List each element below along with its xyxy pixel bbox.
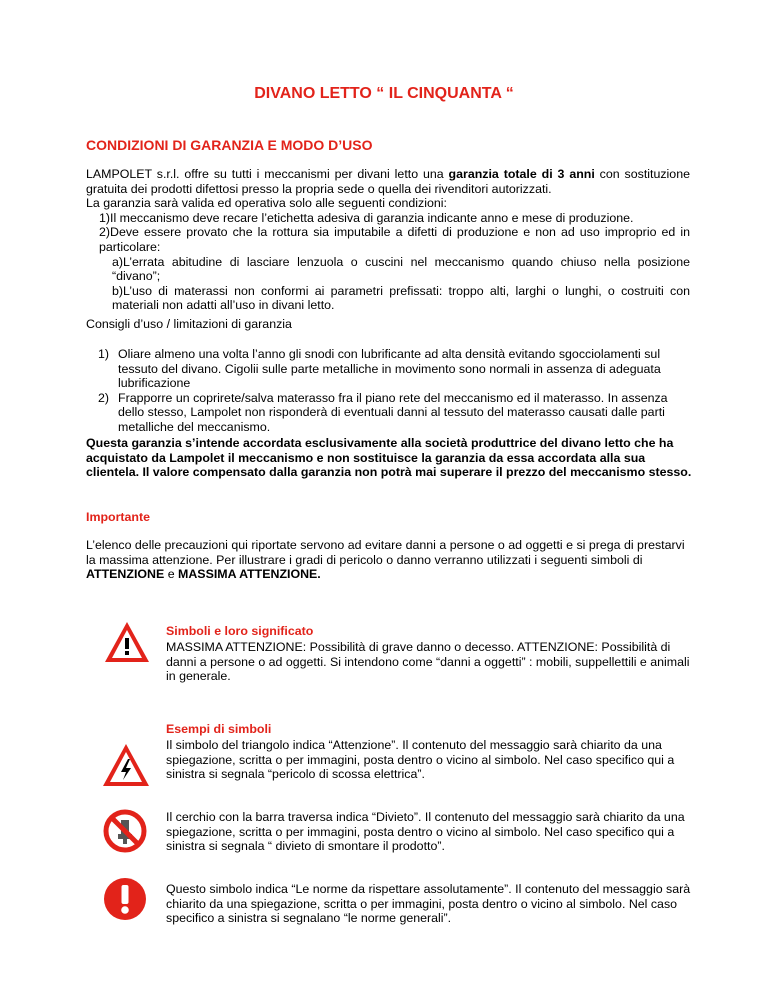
advice-heading: Consigli d’uso / limitazioni di garanzia [86,317,292,331]
mandatory-exclamation-icon [102,876,148,922]
section-heading: CONDIZIONI DI GARANZIA E MODO D’USO [86,137,373,153]
examples-heading: Esempi di simboli [166,722,272,736]
condition-2: 2)Deve essere provato che la rottura sia imputabile a difetti di produzione e non ad uso improprio ed in particolare: [99,225,690,254]
warning-triangle-icon [103,620,151,664]
example-text-1: Il simbolo del triangolo indica “Attenzione”. Il contenuto del messaggio sarà chiarito da una spiegazione, scritta o per immagini, posta dentro o vicino al simbolo. Nel caso specifico qui a sinistra si segnala “pericolo di scossa elettrica”. [166,738,675,782]
condition-2b: b)L’uso di materassi non conformi ai parametri prefissati: troppo alti, larghi o lunghi, o costruiti con materiali non adatti all’uso in divani letto. [112,283,690,313]
advice-item-2: 2) Frapporre un coprirete/salva materasso fra il piano rete del meccanismo ed il materasso. In assenza dello stesso, Lampolet non risponderà di eventuali danni al tessuto del materasso causati dalle parti metalliche del meccanismo. [98,390,668,434]
symbols-heading: Simboli e loro significato [166,624,314,638]
conditions-intro: La garanzia sarà valida ed operativa solo alle seguenti condizioni: [86,196,447,211]
important-heading: Importante [86,510,151,524]
no-disassembly-icon [102,808,148,854]
example-text-2: Il cerchio con la barra traversa indica “Divieto”. Il contenuto del messaggio sarà chiarito da una spiegazione, scritta o per immagini, posta dentro o vicino al simbolo. Nel caso specifico qui a sinistra si segnala “ divieto di smontare il prodotto”. [166,810,685,854]
intro-paragraph: LAMPOLET s.r.l. offre su tutti i meccanismi per divani letto una garanzia totale di 3 anni con sostituzione gratuita dei prodotti difettosi presso la propria sede o quella dei rivenditori autorizzati. [86,167,690,196]
example-text-3: Questo simbolo indica “Le norme da rispettare assolutamente”. Il contenuto del messaggio sarà chiarito da una spiegazione, scritta o per immagini, posta dentro o vicino al simbolo. Nel caso specifico a sinistra si segnalano “le norme generali”. [166,882,691,926]
warranty-statement: Questa garanzia s’intende accordata esclusivamente alla società produttrice del divano letto che ha acquistato da Lampolet il meccanismo e non sostituisce la garanzia da essa accordata alla sua clientela. Il valore compensato dalla garanzia non potrà mai superare il prezzo del meccanismo stesso. [86,436,692,480]
document-title: DIVANO LETTO “ IL CINQUANTA “ [254,85,514,102]
warranty-duration: garanzia totale di 3 anni [448,167,595,181]
condition-1: 1)Il meccanismo deve recare l’etichetta adesiva di garanzia indicante anno e mese di produzione. [99,210,634,225]
electric-shock-triangle-icon [101,742,151,788]
advice-item-1: 1) Oliare almeno una volta l’anno gli snodi con lubrificante ad alta densità evitando sgocciolamenti sul tessuto del divano. Cigolii sulle parte metalliche in movimento sono normali in assenza di adeguata lubrificazione [98,347,661,391]
condition-2a: a)L’errata abitudine di lasciare lenzuola o cuscini nel meccanismo quando chiuso nella posizione “divano”; [112,254,690,284]
warranty-intro [86,167,690,313]
symbols-text: MASSIMA ATTENZIONE: Possibilità di grave danno o decesso. ATTENZIONE: Possibilità di danni a persone o ad oggetti. Si intendono come “danni a oggetti” : mobili, suppellettili e animali in generale. [166,640,690,684]
important-text: L’elenco delle precauzioni qui riportate servono ad evitare danni a persone o ad oggetti e si prega di prestarvi la massima attenzione. Per illustrare i gradi di pericolo o danno verranno utilizzati i seguenti simboli di ATTENZIONE e MASSIMA ATTENZIONE. [86,538,685,582]
advice-list [86,347,676,435]
